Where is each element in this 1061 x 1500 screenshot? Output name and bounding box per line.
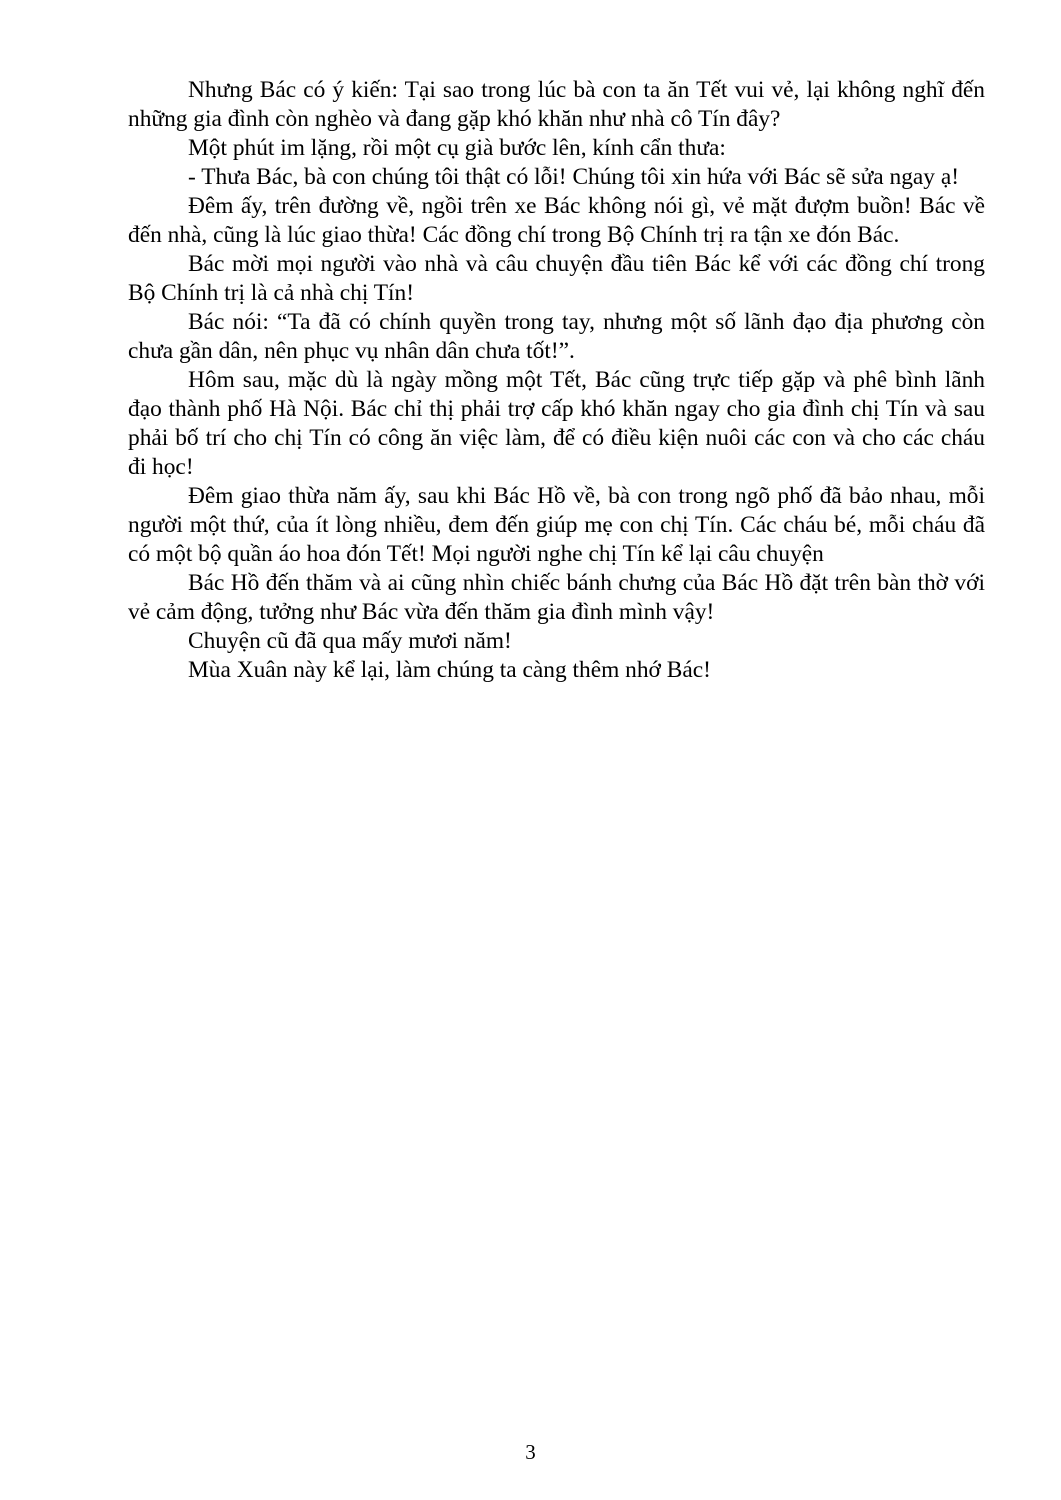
page-number: 3 bbox=[525, 1440, 536, 1464]
paragraph-11: Mùa Xuân này kể lại, làm chúng ta càng thêm nhớ Bác! bbox=[188, 657, 711, 683]
paragraph-2: Một phút im lặng, rồi một cụ già bước lên, kính cẩn thưa: bbox=[188, 135, 726, 161]
paragraph-6: Bác nói: “Ta đã có chính quyền trong tay, nhưng một số lãnh đạo địa phương còn chưa gần dân, nên phục vụ nhân dân chưa tốt!”. bbox=[128, 309, 985, 364]
document-body bbox=[128, 76, 985, 685]
paragraph-10: Chuyện cũ đã qua mấy mươi năm! bbox=[188, 628, 512, 654]
paragraph-8: Đêm giao thừa năm ấy, sau khi Bác Hồ về, bà con trong ngõ phố đã bảo nhau, mỗi người một thứ, của ít lòng nhiều, đem đến giúp mẹ con chị Tín. Các cháu bé, mỗi cháu đã có một bộ quần áo hoa đón Tết! Mọi người nghe chị Tín kể lại câu chuyện bbox=[128, 483, 985, 567]
paragraph-5: Bác mời mọi người vào nhà và câu chuyện đầu tiên Bác kể với các đồng chí trong Bộ Chính trị là cả nhà chị Tín! bbox=[128, 251, 985, 306]
paragraph-4: Đêm ấy, trên đường về, ngồi trên xe Bác không nói gì, vẻ mặt đượm buồn! Bác về đến nhà, cũng là lúc giao thừa! Các đồng chí trong Bộ Chính trị ra tận xe đón Bác. bbox=[128, 193, 985, 248]
paragraph-9: Bác Hồ đến thăm và ai cũng nhìn chiếc bánh chưng của Bác Hồ đặt trên bàn thờ với vẻ cảm động, tưởng như Bác vừa đến thăm gia đình mình vậy! bbox=[128, 570, 985, 625]
paragraph-7: Hôm sau, mặc dù là ngày mồng một Tết, Bác cũng trực tiếp gặp và phê bình lãnh đạo thành phố Hà Nội. Bác chỉ thị phải trợ cấp khó khăn ngay cho gia đình chị Tín và sau phải bố trí cho chị Tín có công ăn việc làm, để có điều kiện nuôi các con và cho các cháu đi học! bbox=[128, 367, 985, 480]
paragraph-3: - Thưa Bác, bà con chúng tôi thật có lỗi! Chúng tôi xin hứa với Bác sẽ sửa ngay ạ! bbox=[188, 164, 959, 190]
paragraph-1: Nhưng Bác có ý kiến: Tại sao trong lúc bà con ta ăn Tết vui vẻ, lại không nghĩ đến những gia đình còn nghèo và đang gặp khó khăn như nhà cô Tín đây? bbox=[128, 77, 985, 132]
